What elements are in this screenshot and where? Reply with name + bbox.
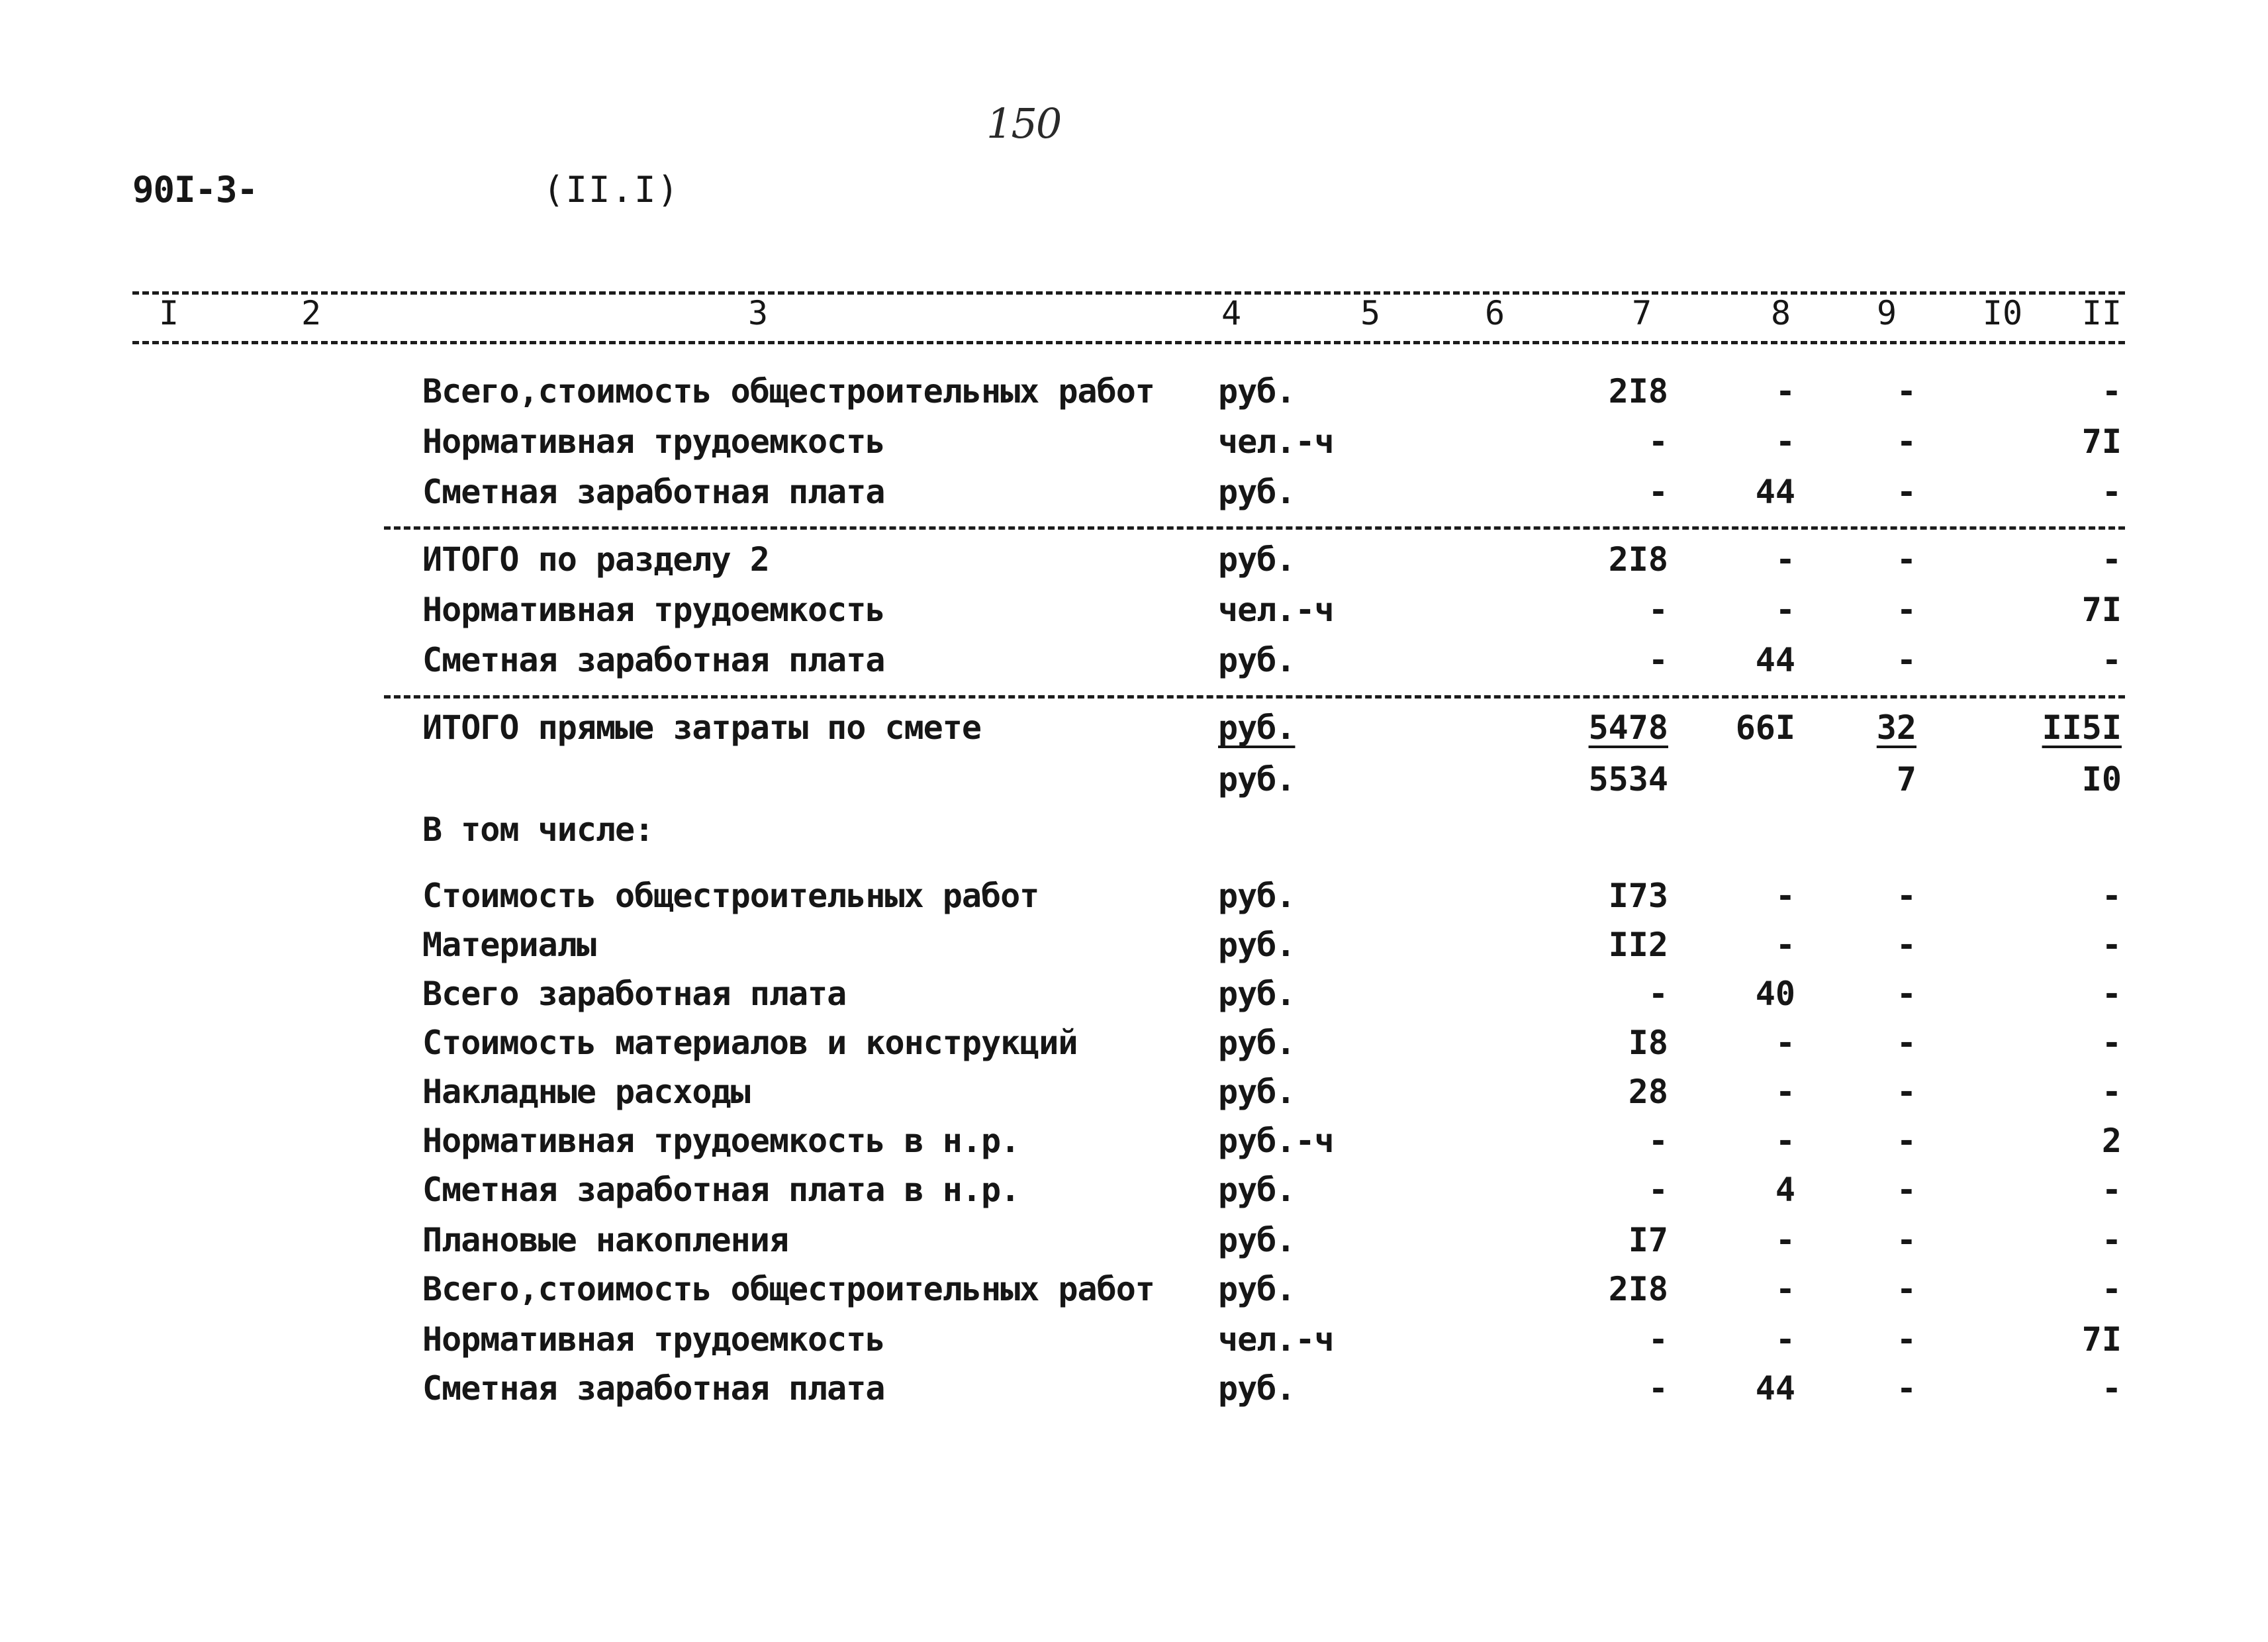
col-head-6: 6 xyxy=(1484,294,1505,332)
row-col8: 44 xyxy=(1755,641,1795,679)
row-col9: - xyxy=(1896,473,1916,511)
col-head-7: 7 xyxy=(1631,294,1652,332)
table-row xyxy=(0,1266,2268,1312)
row-col7: - xyxy=(1648,1320,1668,1359)
row-name: Плановые накопления xyxy=(422,1221,788,1259)
row-col7: - xyxy=(1648,1369,1668,1408)
row-unit: чел.-ч xyxy=(1218,591,1334,629)
row-col7: - xyxy=(1648,641,1668,679)
row-col8: 40 xyxy=(1755,975,1795,1013)
row-unit: руб. xyxy=(1218,975,1296,1013)
row-col11: - xyxy=(2101,372,2122,410)
total-col9-bottom: 7 xyxy=(1896,760,1916,798)
table-row xyxy=(0,469,2268,515)
row-unit: руб. xyxy=(1218,1073,1296,1111)
row-col7: - xyxy=(1648,975,1668,1013)
row-col7: - xyxy=(1648,473,1668,511)
row-unit: руб. xyxy=(1218,641,1296,679)
including-label: В том числе: xyxy=(422,810,654,849)
row-name: Сметная заработная плата xyxy=(422,473,885,511)
row-unit: руб. xyxy=(1218,540,1296,579)
total-unit-top: руб. xyxy=(1218,708,1296,747)
table-row xyxy=(0,587,2268,633)
row-name: Нормативная трудоемкость xyxy=(422,1320,885,1359)
row-col8: 4 xyxy=(1775,1171,1795,1209)
row-col8: - xyxy=(1775,372,1795,410)
row-name: Стоимость материалов и конструкций xyxy=(422,1024,1078,1062)
row-col11: - xyxy=(2101,473,2122,511)
col-head-9: 9 xyxy=(1876,294,1897,332)
row-col11: 7I xyxy=(2081,422,2122,461)
row-col8: - xyxy=(1775,1073,1795,1111)
table-row xyxy=(0,922,2268,968)
row-col9: - xyxy=(1896,422,1916,461)
row-col8: - xyxy=(1775,1320,1795,1359)
total-row-bottom xyxy=(0,756,2268,802)
row-col11: - xyxy=(2101,1270,2122,1308)
section-divider xyxy=(384,526,2125,530)
row-col8: - xyxy=(1775,540,1795,579)
row-col11: - xyxy=(2101,1024,2122,1062)
table-row xyxy=(0,1118,2268,1164)
col-head-10: I0 xyxy=(1982,294,2023,332)
row-unit: руб. xyxy=(1218,1221,1296,1259)
row-col8: - xyxy=(1775,591,1795,629)
row-col7: 2I8 xyxy=(1608,540,1668,579)
row-col7: I7 xyxy=(1628,1221,1668,1259)
row-col8: - xyxy=(1775,422,1795,461)
row-unit: руб. xyxy=(1218,1024,1296,1062)
row-col11: 7I xyxy=(2081,1320,2122,1359)
table-row xyxy=(0,536,2268,583)
row-col9: - xyxy=(1896,591,1916,629)
row-name: Нормативная трудоемкость xyxy=(422,422,885,461)
row-col8: - xyxy=(1775,1122,1795,1160)
row-col11: - xyxy=(2101,877,2122,915)
row-col11: - xyxy=(2101,1171,2122,1209)
row-col9: - xyxy=(1896,877,1916,915)
total-name: ИТОГО прямые затраты по смете xyxy=(422,708,981,747)
row-unit: руб. xyxy=(1218,926,1296,964)
row-col9: - xyxy=(1896,372,1916,410)
row-col11: - xyxy=(2101,1221,2122,1259)
row-name: Материалы xyxy=(422,926,596,964)
row-col8: - xyxy=(1775,1024,1795,1062)
row-col9: - xyxy=(1896,1270,1916,1308)
header-rule-top xyxy=(132,291,2125,295)
total-row xyxy=(0,704,2268,751)
row-name: ИТОГО по разделу 2 xyxy=(422,540,769,579)
col-head-2: 2 xyxy=(301,294,322,332)
table-row xyxy=(0,1167,2268,1213)
table-row xyxy=(0,971,2268,1017)
row-name: Сметная заработная плата xyxy=(422,1369,885,1408)
doc-code: 90I-3- xyxy=(132,169,258,211)
row-col11: - xyxy=(2101,540,2122,579)
row-col11: - xyxy=(2101,926,2122,964)
row-col7: I73 xyxy=(1608,877,1668,915)
row-col7: - xyxy=(1648,1122,1668,1160)
table-row xyxy=(0,873,2268,919)
row-col9: - xyxy=(1896,1171,1916,1209)
row-col11: 2 xyxy=(2101,1122,2122,1160)
table-row xyxy=(0,637,2268,683)
row-col11: 7I xyxy=(2081,591,2122,629)
row-unit: руб.-ч xyxy=(1218,1122,1334,1160)
table-row xyxy=(0,1365,2268,1412)
table-row xyxy=(0,1020,2268,1066)
including-row xyxy=(0,806,2268,853)
table-row xyxy=(0,1069,2268,1115)
col-head-1: I xyxy=(158,294,179,332)
row-col8: - xyxy=(1775,1221,1795,1259)
row-name: Сметная заработная плата xyxy=(422,641,885,679)
row-col8: - xyxy=(1775,877,1795,915)
page-number: 150 xyxy=(986,99,1061,148)
row-col7: 2I8 xyxy=(1608,1270,1668,1308)
col-head-5: 5 xyxy=(1360,294,1381,332)
row-col9: - xyxy=(1896,1221,1916,1259)
row-unit: чел.-ч xyxy=(1218,422,1334,461)
header-rule-bottom xyxy=(132,341,2125,344)
col-head-3: 3 xyxy=(747,294,769,332)
row-col8: 44 xyxy=(1755,473,1795,511)
row-name: Накладные расходы xyxy=(422,1073,750,1111)
row-col8: - xyxy=(1775,926,1795,964)
row-unit: руб. xyxy=(1218,877,1296,915)
row-unit: чел.-ч xyxy=(1218,1320,1334,1359)
row-name: Нормативная трудоемкость в н.р. xyxy=(422,1122,1020,1160)
row-name: Нормативная трудоемкость xyxy=(422,591,885,629)
row-col7: II2 xyxy=(1608,926,1668,964)
row-unit: руб. xyxy=(1218,1369,1296,1408)
row-unit: руб. xyxy=(1218,473,1296,511)
total-col11-top: II5I xyxy=(2042,708,2122,747)
row-col7: I8 xyxy=(1628,1024,1668,1062)
total-col7-top: 5478 xyxy=(1588,708,1668,747)
row-unit: руб. xyxy=(1218,1171,1296,1209)
row-col7: 2I8 xyxy=(1608,372,1668,410)
table-row xyxy=(0,1217,2268,1263)
table-row xyxy=(0,1316,2268,1363)
col-head-8: 8 xyxy=(1770,294,1791,332)
row-col11: - xyxy=(2101,975,2122,1013)
row-name: Всего заработная плата xyxy=(422,975,847,1013)
row-name: Сметная заработная плата в н.р. xyxy=(422,1171,1020,1209)
section-divider xyxy=(384,695,2125,699)
row-unit: руб. xyxy=(1218,1270,1296,1308)
row-col7: - xyxy=(1648,422,1668,461)
row-col7: - xyxy=(1648,591,1668,629)
section-ref: (II.I) xyxy=(543,169,681,211)
row-col11: - xyxy=(2101,641,2122,679)
row-col9: - xyxy=(1896,1024,1916,1062)
col-head-11: II xyxy=(2081,294,2122,332)
row-col7: - xyxy=(1648,1171,1668,1209)
row-col11: - xyxy=(2101,1369,2122,1408)
total-col8-top: 66I xyxy=(1735,708,1795,747)
total-col9-top: 32 xyxy=(1876,708,1916,747)
row-col11: - xyxy=(2101,1073,2122,1111)
row-col8: 44 xyxy=(1755,1369,1795,1408)
table-row xyxy=(0,368,2268,414)
table-row xyxy=(0,418,2268,465)
row-unit: руб. xyxy=(1218,372,1296,410)
total-col7-bottom: 5534 xyxy=(1588,760,1668,798)
row-col9: - xyxy=(1896,975,1916,1013)
row-col8: - xyxy=(1775,1270,1795,1308)
row-name: Всего,стоимость общестроительных работ xyxy=(422,372,1155,410)
row-col9: - xyxy=(1896,1320,1916,1359)
row-name: Всего,стоимость общестроительных работ xyxy=(422,1270,1155,1308)
row-col9: - xyxy=(1896,540,1916,579)
row-name: Стоимость общестроительных работ xyxy=(422,877,1039,915)
row-col9: - xyxy=(1896,926,1916,964)
row-col9: - xyxy=(1896,1369,1916,1408)
total-unit-bottom: руб. xyxy=(1218,760,1296,798)
row-col9: - xyxy=(1896,1073,1916,1111)
col-head-4: 4 xyxy=(1221,294,1242,332)
row-col7: 28 xyxy=(1628,1073,1668,1111)
total-col11-bottom: I0 xyxy=(2081,760,2122,798)
row-col9: - xyxy=(1896,1122,1916,1160)
row-col9: - xyxy=(1896,641,1916,679)
